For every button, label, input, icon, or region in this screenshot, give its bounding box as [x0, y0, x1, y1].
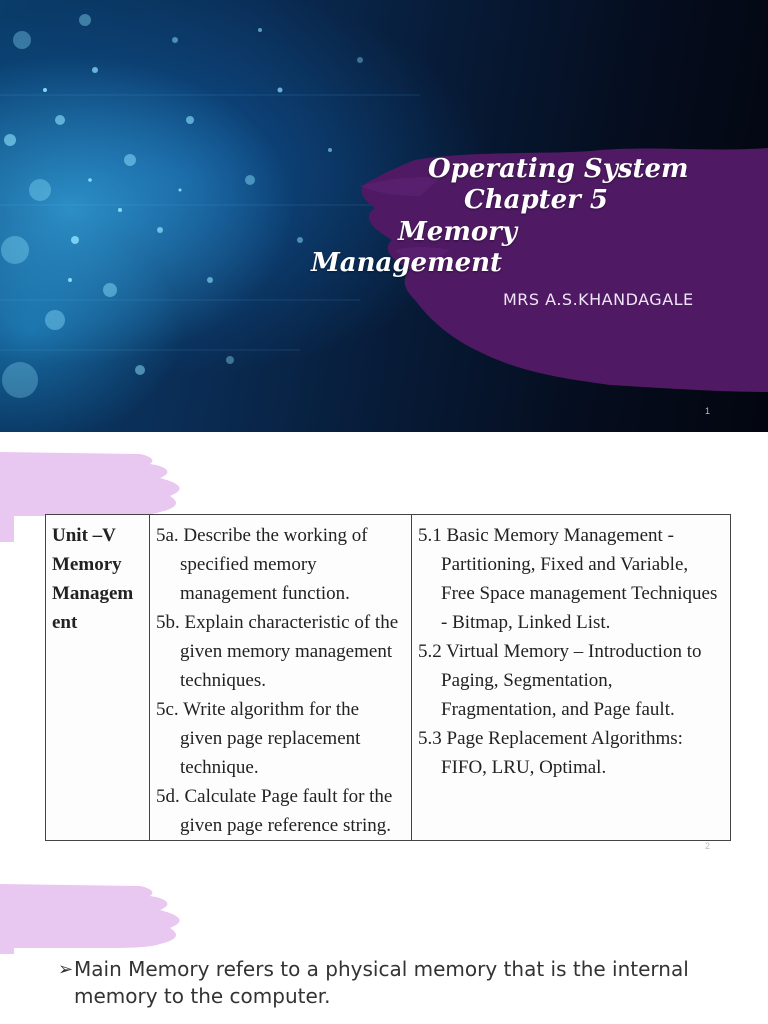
topic-item: 5.1 Basic Memory Management - Partitioning, Fixed and Variable, Free Space management Techniques - Bitmap, Linked List. [418, 525, 718, 633]
unit-label-line: Unit –V [52, 525, 116, 546]
author-name: MRS A.S.KHANDAGALE [503, 290, 694, 309]
unit-label-line: Managem [52, 583, 134, 604]
title-line-1: Operating System [428, 154, 689, 184]
topic-item: 5.3 Page Replacement Algorithms: FIFO, LRU, Optimal. [418, 728, 683, 778]
syllabus-slide [0, 432, 768, 864]
outcome-item: 5c. Write algorithm for the given page replacement technique. [156, 699, 361, 778]
unit-label-line: Memory [52, 554, 122, 575]
topic-item: 5.2 Virtual Memory – Introduction to Paging, Segmentation, Fragmentation, and Page fault. [418, 641, 702, 720]
arrow-bullet-icon: ➢ [58, 959, 74, 980]
topics-cell [412, 515, 731, 841]
syllabus-table [45, 514, 731, 841]
list-item [58, 956, 698, 1010]
outcome-item: 5b. Explain characteristic of the given memory management techniques. [156, 612, 399, 691]
outcome-item: 5a. Describe the working of specified memory management function. [156, 525, 368, 604]
title-line-2: Chapter 5 [464, 185, 609, 215]
bullet-list [58, 956, 698, 1010]
content-slide [0, 864, 768, 1024]
outcomes-cell [150, 515, 412, 841]
title-line-4: Management [311, 248, 503, 278]
outcome-item: 5d. Calculate Page fault for the given page reference string. [156, 786, 393, 836]
purple-brush-stroke [0, 0, 768, 432]
unit-label-line: ent [52, 612, 78, 633]
table-row [46, 515, 731, 841]
bullet-text: Main Memory refers to a physical memory that is the internal memory to the computer. [74, 957, 689, 1008]
slide-number: 2 [705, 841, 711, 851]
slide-number: 1 [705, 406, 711, 416]
unit-cell [46, 515, 150, 841]
title-line-3: Memory [398, 217, 517, 247]
title-slide [0, 0, 768, 432]
